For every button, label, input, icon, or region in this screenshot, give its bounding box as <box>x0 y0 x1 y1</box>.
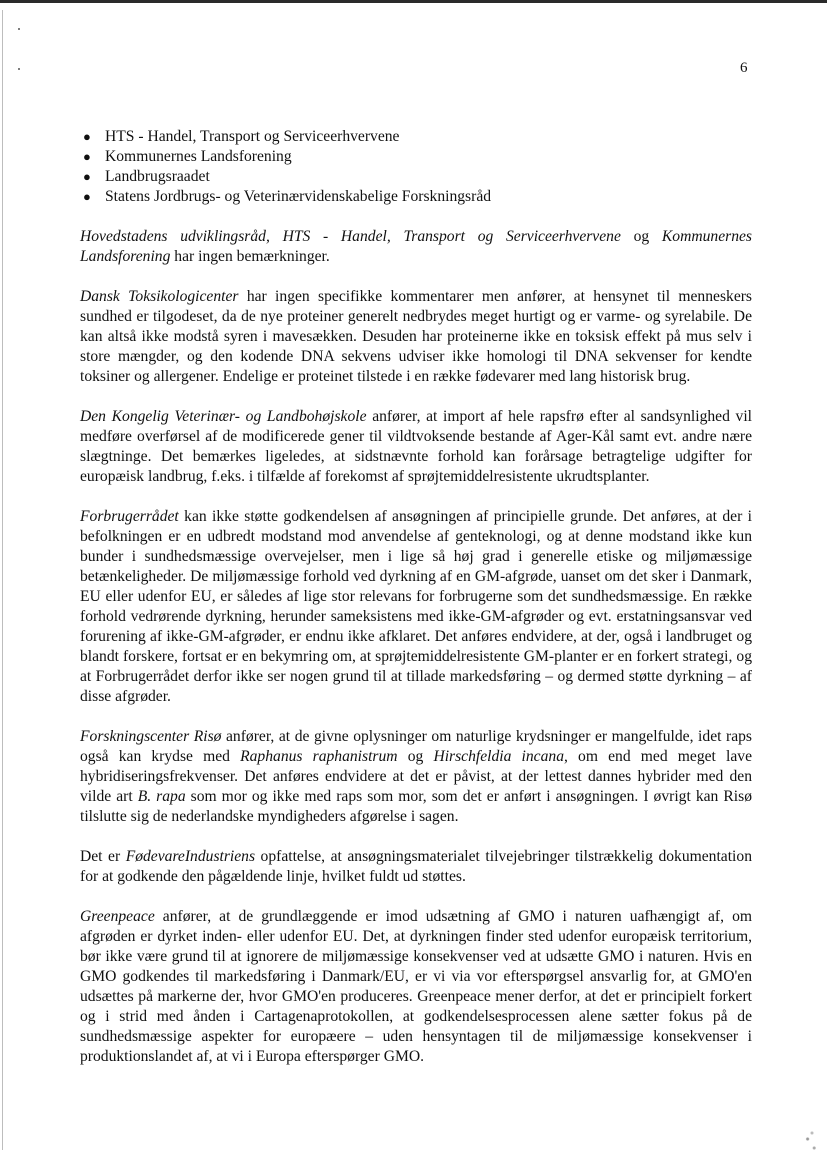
page-number: 6 <box>740 60 748 76</box>
bullet-icon: ● <box>83 189 91 204</box>
paragraph-toksikologicenter: Dansk Toksikologicenter har ingen specifikke kommentarer men anfører, at hensynet til menneskers sundhed er tilgodeset, da de nye proteiner generelt nedbrydes meget hurtigt og er varme- og syrelabile. De kan altså ikke modstå syren i mavesækken. Desuden har proteinerne ikke en toksisk effekt på mus selv i store mængder, og den kodende DNA sekvens udviser ikke homologi til DNA sekvenser for kendte toksiner og allergener. Endelige er proteinet tilstede i en række fødevarer med lang historisk brug. <box>80 288 752 385</box>
list-item: ● Landbrugsraadet <box>83 168 210 185</box>
paragraph-fodevareindustrien: Det er FødevareIndustriens opfattelse, at ansøgningsmaterialet tilvejebringer tilstrækkelig dokumentation for at godkende den pågældende linje, hvilket fuldt ud støttes. <box>80 848 752 885</box>
list-item: ● HTS - Handel, Transport og Serviceerhvervene <box>83 128 400 145</box>
bullet-icon: ● <box>83 169 91 184</box>
scan-speck <box>18 28 20 30</box>
scan-left-edge <box>2 10 3 1150</box>
paragraph-forbrugerradet: Forbrugerrådet kan ikke støtte godkendelsen af ansøgningen af principielle grunde. Det anføres, at der i befolkningen er en udbredt modstand mod anvendelse af genteknologi, og at denne modstand ikke kun bunder i sundhedsmæssige overvejelser, men i lige så høj grad i generelle etiske og miljømæssige betænkeligheder. De miljømæssige forhold ved dyrkning af en GM-afgrøde, uanset om det sker i Danmark, EU eller udenfor EU, er således af lige stor relevans for forbrugerne som det sundhedsmæssige. En række forhold vedrørende dyrkning, herunder sameksistens med ikke-GM-afgrøder og evt. erstatningsansvar ved forurening af ikke-GM-afgrøder, er endnu ikke afklaret. Det anføres endvidere, at der, også i landbruget og blandt forskere, fortsat er en bekymring om, at sprøjtemiddelresistente GM-planter er en forkert strategi, og at Forbrugerrådet derfor ikke ser nogen grund til at tillade markedsføring – og dermed støtte dyrkning – af disse afgrøder. <box>80 508 752 705</box>
paragraph-greenpeace: Greenpeace anfører, at de grundlæggende er imod udsætning af GMO i naturen uafhængigt af, om afgrøden er dyrket inden- eller udenfor EU. Det, at dyrkningen finder sted udenfor europæisk territorium, bør ikke være grund til at ignorere de miljømæssige konsekvenser ved at udsætte GMO i naturen. Hvis en GMO godkendes til markedsføring i Danmark/EU, er vi via vor efterspørgsel ansvarlig for, at GMO'en udsættes på markerne der, hvor GMO'en produceres. Greenpeace mener derfor, at det er principielt forkert og i strid med ånden i Cartagenaprotokollen, at godkendelsesprocessen alene sætter fokus på de sundhedsmæssige aspekter for europæere – uden hensyntagen til de miljømæssige konsekvenser i produktionslandet af, at vi i Europa efterspørger GMO. <box>80 908 752 1065</box>
scan-top-edge <box>0 0 827 3</box>
bullet-icon: ● <box>83 149 91 164</box>
paragraph-riso: Forskningscenter Risø anfører, at de givne oplysninger om naturlige krydsninger er mangelfulde, idet raps også kan krydse med Raphanus raphanistrum og Hirschfeldia incana, om end med meget lave hybridiseringsfrekvenser. Det anføres endvidere at det er påvist, at der lettest dannes hybrider med den vilde art B. rapa som mor og ikke med raps som mor, som det er anført i ansøgningen. I øvrigt kan Risø tilslutte sig de nederlandske myndigheders afgørelse i sagen. <box>80 728 752 825</box>
scan-noise <box>801 1127 823 1157</box>
list-item: ● Kommunernes Landsforening <box>83 148 292 165</box>
list-item: ● Statens Jordbrugs- og Veterinærvidenskabelige Forskningsråd <box>83 188 492 205</box>
paragraph-no-comments: Hovedstadens udviklingsråd, HTS - Handel, Transport og Serviceerhvervene og Kommunernes Landsforening har ingen bemærkninger. <box>80 228 752 265</box>
scan-speck <box>18 68 20 70</box>
bullet-icon: ● <box>83 129 91 144</box>
paragraph-landbohojskole: Den Kongelig Veterinær- og Landbohøjskole anfører, at import af hele rapsfrø efter al sandsynlighed vil medføre overførsel af de modificerede gener til vildtvoksende bestande af Ager-Kål samt evt. andre nære slægtninge. Det bemærkes ligeledes, at sidstnævnte forhold kan forårsage betragtelige udgifter for europæisk landbrug, f.eks. i tilfælde af forekomst af sprøjtemiddelresistente ukrudtsplanter. <box>80 408 752 485</box>
organization-list <box>80 127 752 207</box>
document-body <box>80 127 752 1067</box>
